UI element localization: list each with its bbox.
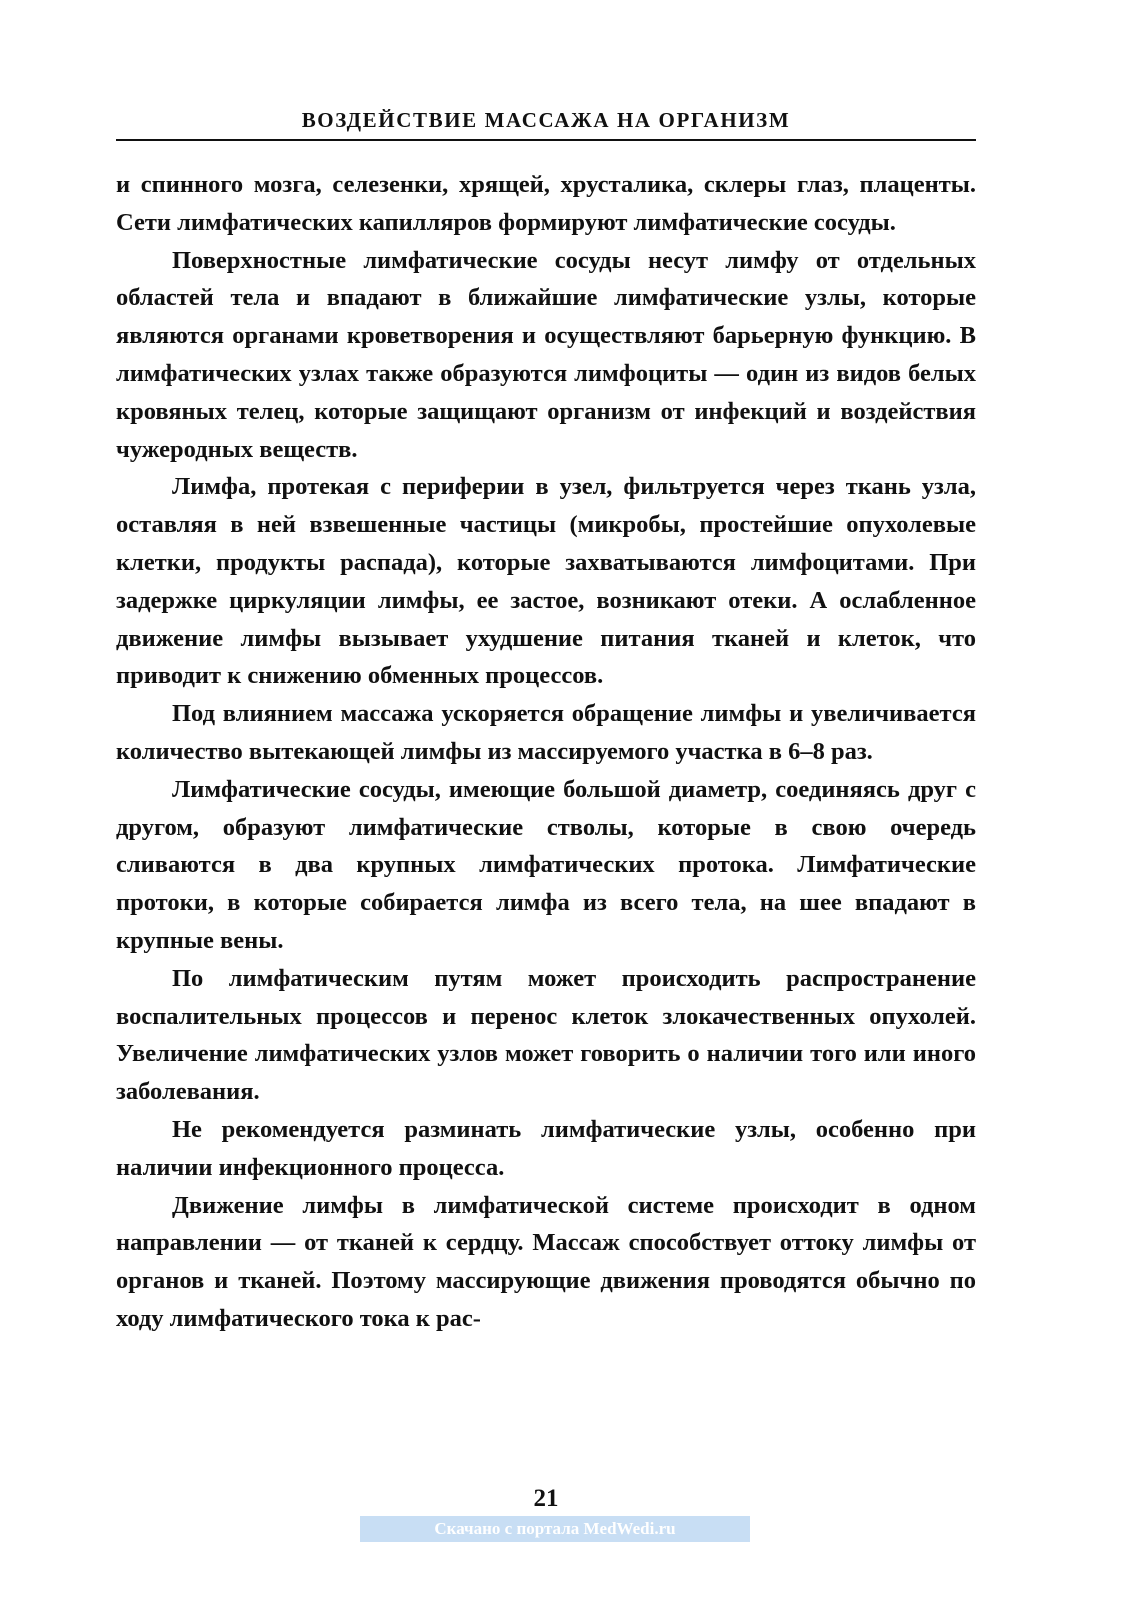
paragraph: По лимфатическим путям может происходить распространение воспалительных процессов и перенос клеток злокачественных опухолей. Увеличение лимфатических узлов может говорить о наличии того или иного заболевания. [116,964,976,1106]
paragraph: Поверхностные лимфатические сосуды несут лимфу от отдельных областей тела и впадают в ближайшие лимфатические узлы, которые являются органами кроветворения и осуществляют барьерную функцию. В лимфатических узлах также образуются лимфоциты — один из видов белых кровяных телец, которые защищают организм от инфекций и воздействия чужеродных веществ. [116,246,976,463]
paragraph: Под влиянием массажа ускоряется обращение лимфы и увеличивается количество вытекающей лимфы из массируемого участка в 6–8 раз. [116,700,976,765]
body-text [116,166,976,1338]
running-header: ВОЗДЕЙСТВИЕ МАССАЖА НА ОРГАНИЗМ [301,108,791,132]
paragraph: Движение лимфы в лимфатической системе происходит в одном направлении — от тканей к сердцу. Массаж способствует оттоку лимфы от органов и тканей. Поэтому массирующие движения проводятся обычно по ходу лимфатического тока к рас- [116,1191,976,1332]
paragraph: и спинного мозга, селезенки, хрящей, хрусталика, склеры глаз, плаценты. Сети лимфатических капилляров формируют лимфатические сосуды. [116,171,976,236]
paragraph: Не рекомендуется разминать лимфатические узлы, особенно при наличии инфекционного процесса. [116,1115,976,1181]
header-rule [116,139,976,141]
paragraph: Лимфатические сосуды, имеющие большой диаметр, соединяясь друг с другом, образуют лимфатические стволы, которые в свою очередь сливаются в два крупных лимфатических протока. Лимфатические протоки, в которые собирается лимфа из всего тела, на шее впадают в крупные вены. [116,775,976,954]
download-watermark: Скачано с портала MedWedi.ru [360,1516,750,1542]
page-number: 21 [533,1485,559,1512]
paragraph: Лимфа, протекая с периферии в узел, фильтруется через ткань узла, оставляя в ней взвешенные частицы (микробы, простейшие опухолевые клетки, продукты распада), которые захватываются лимфоцитами. При задержке циркуляции лимфы, ее застое, возникают отеки. А ослабленное движение лимфы вызывает ухудшение питания тканей и клеток, что приводит к снижению обменных процессов. [116,473,976,690]
